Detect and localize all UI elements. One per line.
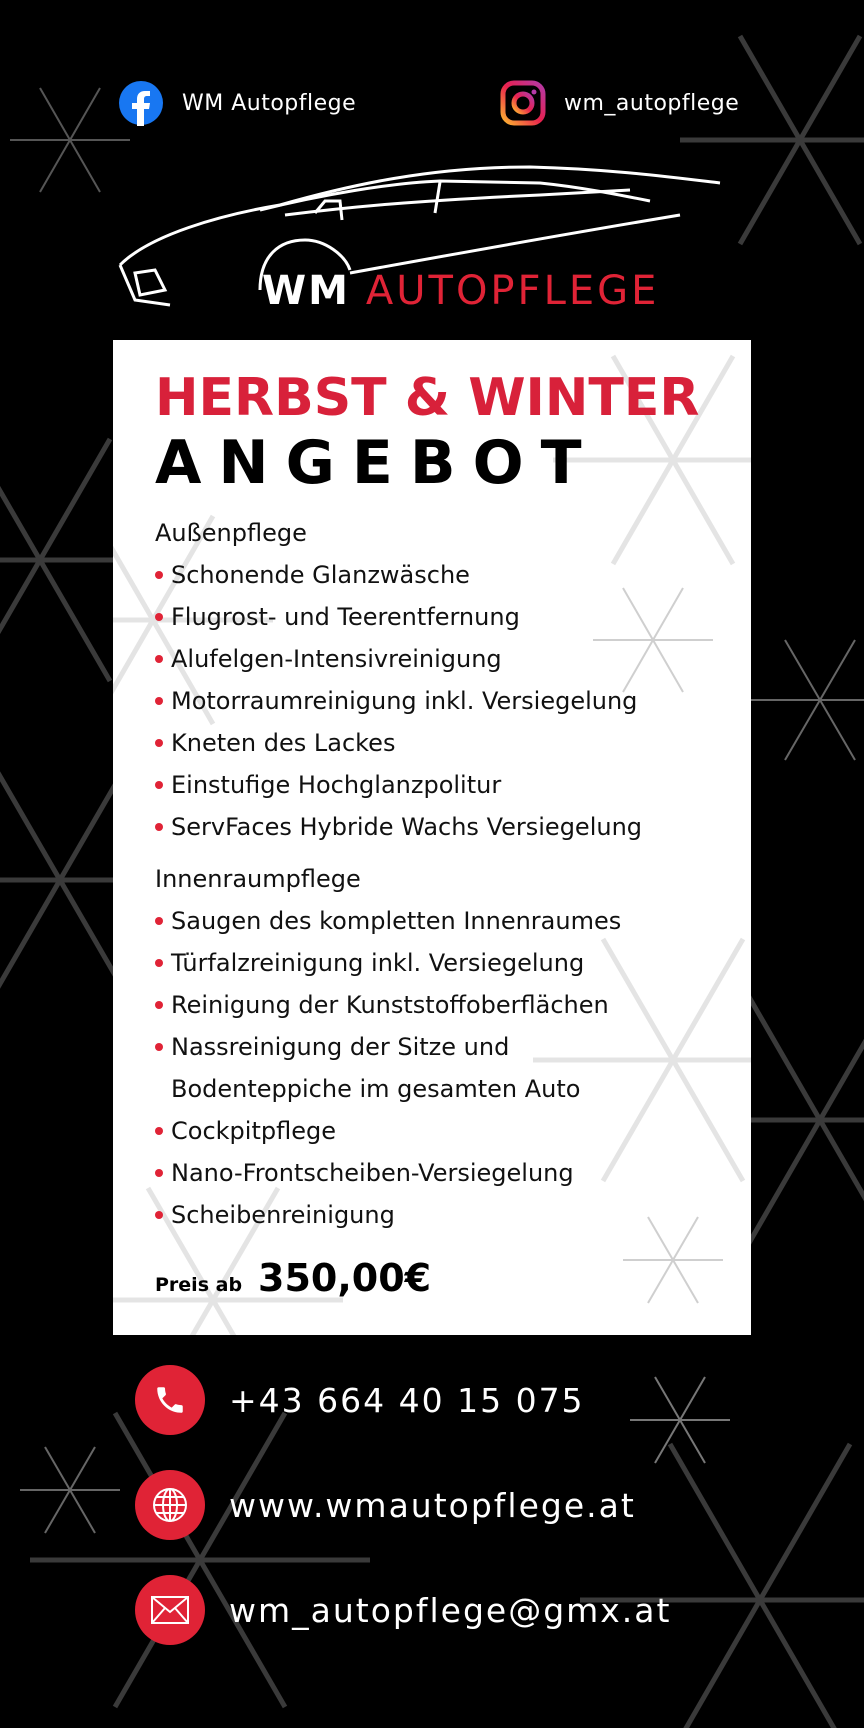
bullet-icon: [155, 1043, 163, 1051]
instagram-icon: [500, 80, 546, 126]
offer-title-line2: ANGEBOT: [155, 428, 599, 498]
list-item: Motorraumreinigung inkl. Versiegelung: [155, 680, 745, 722]
bullet-icon: [155, 1169, 163, 1177]
phone-icon: [135, 1365, 205, 1435]
list-item: Kneten des Lackes: [155, 722, 745, 764]
price-block: [155, 1256, 431, 1300]
list-item: Einstufige Hochglanzpolitur: [155, 764, 745, 806]
offer-title-line1: HERBST & WINTER: [155, 368, 700, 428]
bullet-icon: [155, 823, 163, 831]
list-item: Alufelgen-Intensivreinigung: [155, 638, 745, 680]
list-item: Flugrost- und Teerentfernung: [155, 596, 745, 638]
bullet-icon: [155, 571, 163, 579]
mail-icon: [135, 1575, 205, 1645]
price-label: Preis ab: [155, 1274, 243, 1296]
list-item: Saugen des kompletten Innenraumes: [155, 900, 745, 942]
bullet-icon: [155, 917, 163, 925]
brand-part2: AUTOPFLEGE: [365, 268, 660, 314]
bullet-icon: [155, 959, 163, 967]
list-item: Cockpitpflege: [155, 1110, 745, 1152]
instagram-label: wm_autopflege: [564, 90, 740, 116]
list-item: Reinigung der Kunststoffoberflächen: [155, 984, 745, 1026]
globe-icon: [135, 1470, 205, 1540]
list-item: ServFaces Hybride Wachs Versiegelung: [155, 806, 745, 848]
list-item: Schonende Glanzwäsche: [155, 554, 745, 596]
website-link[interactable]: [135, 1470, 636, 1540]
bullet-icon: [155, 1127, 163, 1135]
facebook-icon: [118, 80, 164, 126]
phone-contact[interactable]: [135, 1365, 585, 1435]
service-list: [155, 512, 745, 1236]
bullet-icon: [155, 739, 163, 747]
email-address: wm_autopflege@gmx.at: [229, 1590, 672, 1630]
instagram-link[interactable]: [500, 80, 739, 126]
email-link[interactable]: [135, 1575, 671, 1645]
bullet-icon: [155, 613, 163, 621]
section-heading-exterior: Außenpflege: [155, 519, 307, 547]
price-value: 350,00€: [258, 1256, 432, 1300]
phone-number: +43 664 40 15 075: [229, 1380, 585, 1420]
offer-panel: [113, 340, 751, 1335]
list-item-continuation: Bodenteppiche im gesamten Auto: [171, 1075, 581, 1103]
bullet-icon: [155, 1001, 163, 1009]
list-item: Türfalzreinigung inkl. Versiegelung: [155, 942, 745, 984]
list-item: Nassreinigung der Sitze und: [155, 1026, 745, 1068]
bullet-icon: [155, 1211, 163, 1219]
bullet-icon: [155, 697, 163, 705]
brand-wordmark: [262, 268, 659, 314]
list-item: Nano-Frontscheiben-Versiegelung: [155, 1152, 745, 1194]
facebook-label: WM Autopflege: [182, 90, 357, 116]
section-heading-interior: Innenraumpflege: [155, 865, 361, 893]
brand-part1: WM: [262, 268, 350, 314]
bullet-icon: [155, 781, 163, 789]
website-url: www.wmautopflege.at: [229, 1485, 636, 1525]
list-item: Scheibenreinigung: [155, 1194, 745, 1236]
facebook-link[interactable]: [118, 80, 356, 126]
bullet-icon: [155, 655, 163, 663]
